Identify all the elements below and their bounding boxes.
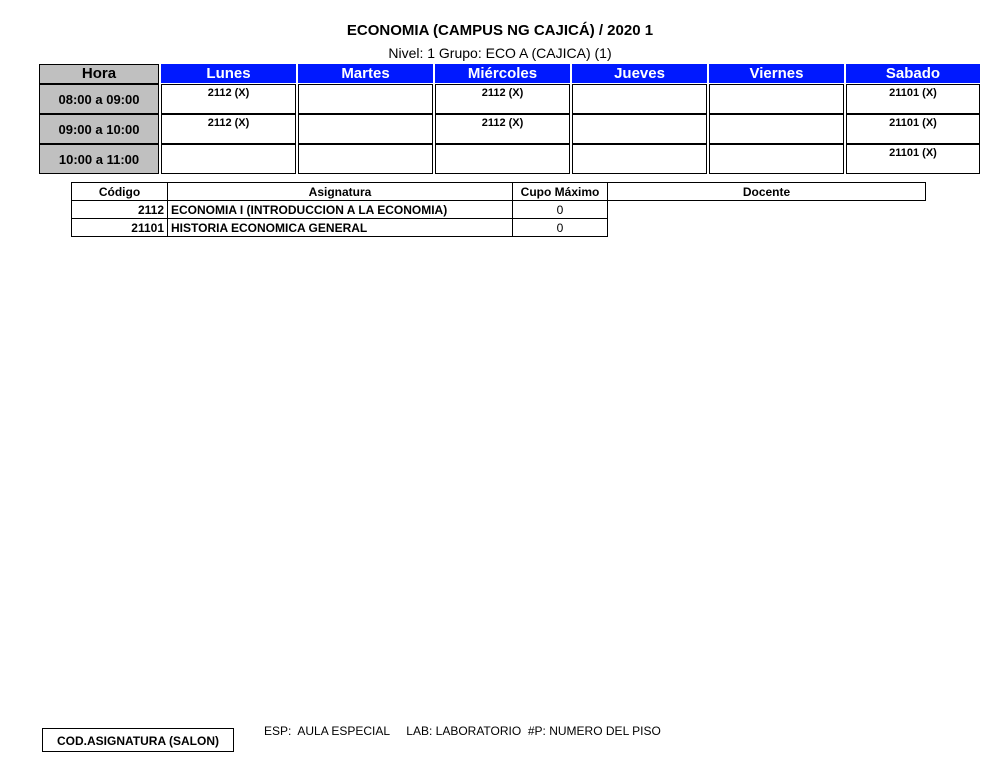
time-slot: 10:00 a 11:00 (39, 144, 159, 174)
schedule-cell: 2112 (X) (161, 84, 296, 114)
legend-box: COD.ASIGNATURA (SALON) (42, 728, 234, 752)
schedule-cell: 21101 (X) (846, 84, 980, 114)
asignatura-cell: ECONOMIA I (INTRODUCCION A LA ECONOMIA) (168, 201, 513, 219)
day-header-lunes: Lunes (161, 64, 296, 83)
schedule-cell: 2112 (X) (435, 84, 570, 114)
schedule-cell (572, 84, 707, 114)
cupo-cell: 0 (513, 201, 608, 219)
schedule-cell: 21101 (X) (846, 144, 980, 174)
schedule-cell (709, 84, 844, 114)
schedule-cell (161, 144, 296, 174)
schedule-row (39, 84, 980, 114)
schedule-cell (709, 114, 844, 144)
schedule-cell (572, 144, 707, 174)
col-header-docente: Docente (608, 183, 926, 201)
time-slot: 09:00 a 10:00 (39, 114, 159, 144)
subjects-table (71, 182, 926, 237)
schedule-cell (298, 144, 433, 174)
codigo-cell: 21101 (72, 219, 168, 237)
page-subtitle: Nivel: 1 Grupo: ECO A (CAJICA) (1) (388, 45, 612, 61)
day-header-martes: Martes (298, 64, 433, 83)
schedule-cell (435, 144, 570, 174)
legend-text: ESP: AULA ESPECIAL LAB: LABORATORIO #P: NUMERO DEL PISO (264, 724, 661, 738)
schedule-cell: 2112 (X) (161, 114, 296, 144)
codigo-cell: 2112 (72, 201, 168, 219)
day-header-jueves: Jueves (572, 64, 707, 83)
day-header-sabado: Sabado (846, 64, 980, 83)
schedule-cell (298, 84, 433, 114)
col-header-codigo: Código (72, 183, 168, 201)
day-header-miercoles: Miércoles (435, 64, 570, 83)
col-header-asignatura: Asignatura (168, 183, 513, 201)
schedule-cell (709, 144, 844, 174)
page-title: ECONOMIA (CAMPUS NG CAJICÁ) / 2020 1 (346, 22, 654, 39)
schedule-grid (39, 64, 980, 174)
day-header-viernes: Viernes (709, 64, 844, 83)
table-row (72, 219, 926, 237)
docente-cell (608, 219, 926, 237)
docente-cell (608, 201, 926, 219)
subjects-header-row (72, 183, 926, 201)
schedule-row (39, 114, 980, 144)
schedule-cell (572, 114, 707, 144)
schedule-header-row (39, 64, 980, 84)
schedule-row (39, 144, 980, 174)
time-slot: 08:00 a 09:00 (39, 84, 159, 114)
hora-header: Hora (39, 64, 159, 84)
asignatura-cell: HISTORIA ECONOMICA GENERAL (168, 219, 513, 237)
table-row (72, 201, 926, 219)
cupo-cell: 0 (513, 219, 608, 237)
schedule-cell: 21101 (X) (846, 114, 980, 144)
schedule-cell (298, 114, 433, 144)
col-header-cupo: Cupo Máximo (513, 183, 608, 201)
schedule-cell: 2112 (X) (435, 114, 570, 144)
